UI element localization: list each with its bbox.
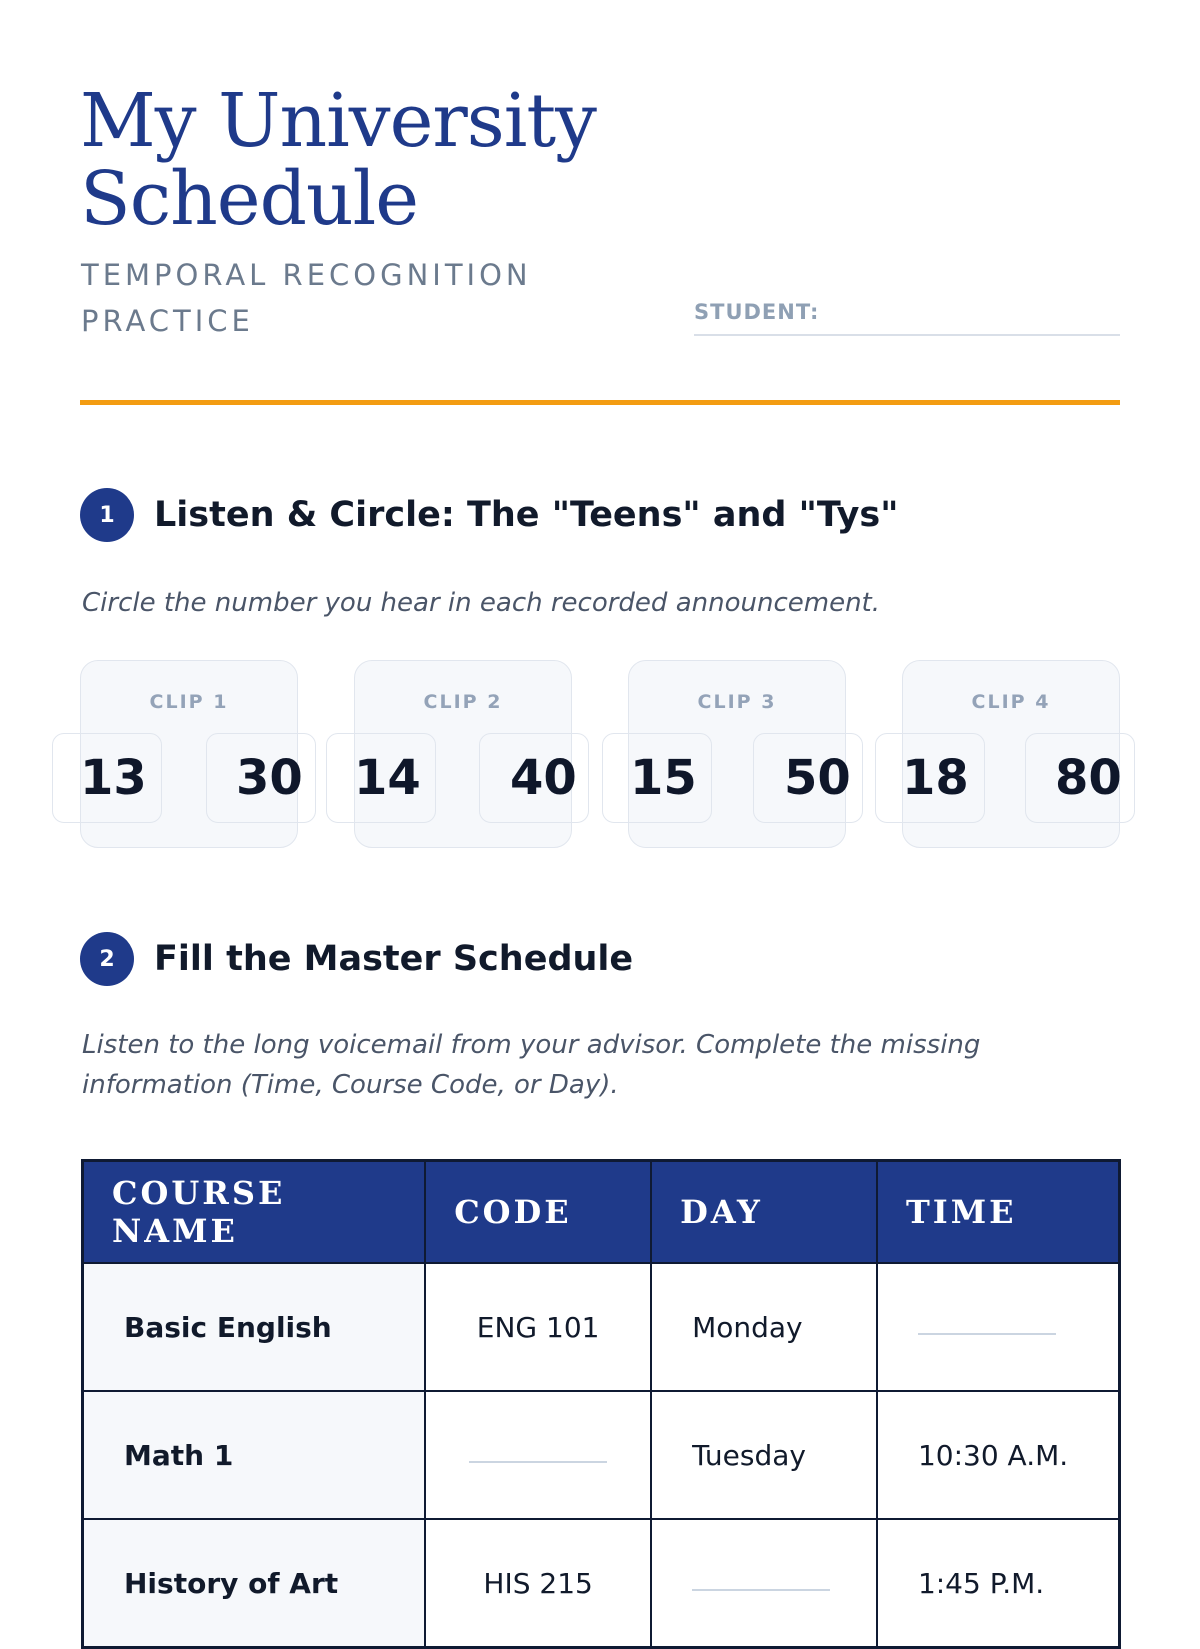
code-cell[interactable] (425, 1391, 651, 1519)
clip-label: CLIP 2 (423, 691, 503, 713)
section-1-title: Listen & Circle: The "Teens" and "Tys" (154, 495, 899, 535)
master-schedule-table (81, 1159, 1121, 1649)
clip-label: CLIP 3 (697, 691, 777, 713)
section-1-header (80, 488, 898, 542)
option-13[interactable]: 13 (80, 750, 147, 806)
clip-label: CLIP 1 (149, 691, 229, 713)
table-header-row (83, 1161, 1120, 1264)
option-30[interactable]: 30 (236, 750, 303, 806)
section-2-badge: 2 (80, 932, 134, 986)
table-row (83, 1391, 1120, 1519)
day-cell: Tuesday (651, 1391, 877, 1519)
page-title: My University Schedule (80, 78, 596, 242)
answer-blank[interactable] (918, 1323, 1056, 1335)
header-course-name: COURSE NAME (83, 1161, 426, 1264)
code-cell: HIS 215 (425, 1519, 651, 1648)
header-code: CODE (425, 1161, 651, 1264)
header-day: DAY (651, 1161, 877, 1264)
section-2-header (80, 932, 633, 986)
section-2-title: Fill the Master Schedule (154, 939, 634, 979)
table-row (83, 1519, 1120, 1648)
option-15[interactable]: 15 (630, 750, 697, 806)
section-1-badge: 1 (80, 488, 134, 542)
header-time: TIME (877, 1161, 1120, 1264)
option-40[interactable]: 40 (510, 750, 577, 806)
answer-blank[interactable] (469, 1451, 607, 1463)
page-subtitle: TEMPORAL RECOGNITION PRACTICE (81, 258, 532, 338)
time-cell[interactable] (877, 1263, 1120, 1391)
header-divider (80, 400, 1120, 405)
student-label: STUDENT: (694, 300, 820, 324)
clip-label: CLIP 4 (971, 691, 1051, 713)
student-field[interactable] (694, 300, 1120, 336)
answer-blank[interactable] (692, 1579, 830, 1591)
table-row (83, 1263, 1120, 1391)
section-1-instruction: Circle the number you hear in each recorded announcement. (82, 588, 881, 618)
day-cell[interactable] (651, 1519, 877, 1648)
code-cell: ENG 101 (425, 1263, 651, 1391)
time-cell: 10:30 A.M. (877, 1391, 1120, 1519)
option-18[interactable]: 18 (902, 750, 969, 806)
day-cell: Monday (651, 1263, 877, 1391)
option-80[interactable]: 80 (1055, 750, 1122, 806)
course-cell: Math 1 (83, 1391, 426, 1519)
option-14[interactable]: 14 (354, 750, 421, 806)
course-cell: History of Art (83, 1519, 426, 1648)
option-50[interactable]: 50 (784, 750, 851, 806)
section-2-instruction: Listen to the long voicemail from your advisor. Complete the missing information (Time, Course Code, or Day). (82, 1030, 981, 1100)
time-cell: 1:45 P.M. (877, 1519, 1120, 1648)
course-cell: Basic English (83, 1263, 426, 1391)
